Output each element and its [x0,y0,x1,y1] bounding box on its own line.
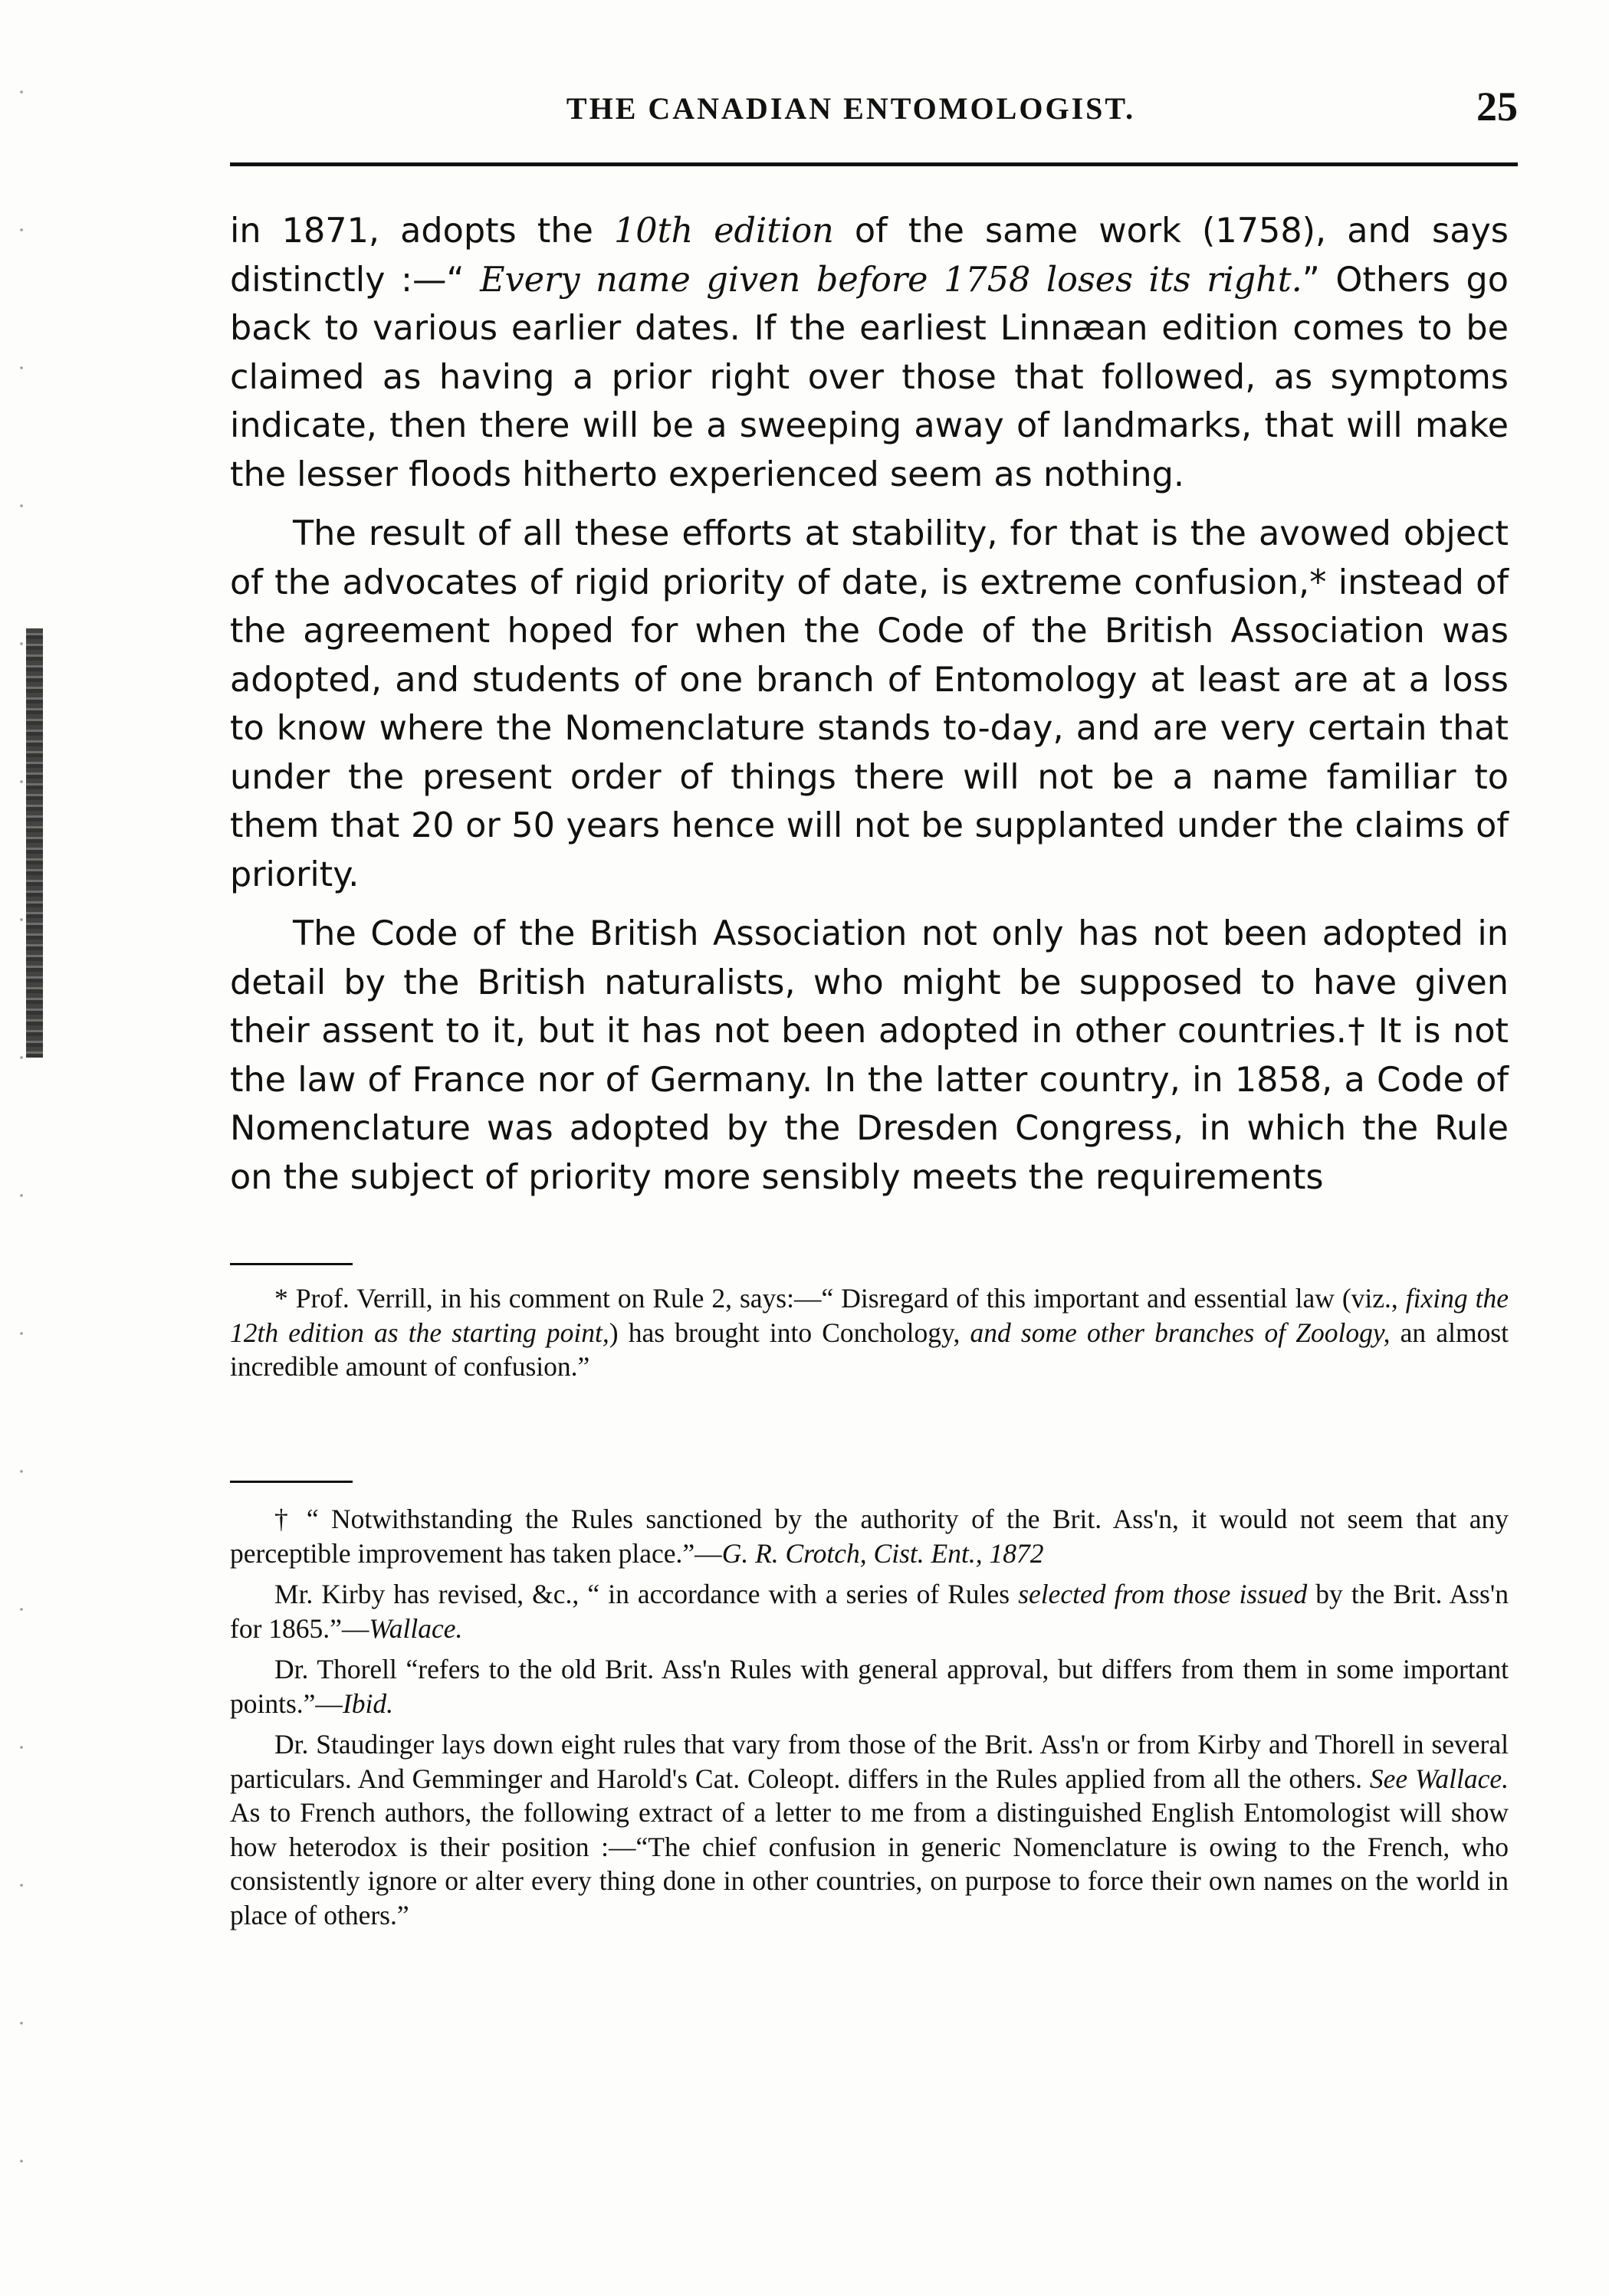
paragraph-3: The Code of the British Association not only has not been adopted in detail by the British naturalists, who might be supposed to have given their assent to it, but it has not been adopted in other countries.† It is not the law of France nor of Germany. In the latter country, in 1858, a Code of Nomenclature was adopted by the Dresden Congress, in which the Rule on the subject of priority more sensibly meets the requirements [230,914,1509,1197]
binding-shadow [26,628,43,1058]
footnote-rule-2 [230,1481,353,1483]
footnote-rule-1 [230,1263,353,1265]
header-rule [230,162,1518,166]
footnote-verrill: * Prof. Verrill, in his comment on Rule 2, says:—“ Disregard of this important and essential law (viz., fixing the 12th edition as the starting point,) has brought into Conchology, and some other branches of Zoology, an almost incredible amount of confusion.” [230,1283,1509,1382]
running-title: THE CANADIAN ENTOMOLOGIST. [566,91,1136,126]
footnote-2 [230,1502,1509,1939]
footnote-thorell: Dr. Thorell “refers to the old Brit. Ass'n Rules with general approval, but differs from them in some important points.”—Ibid. [230,1654,1509,1719]
running-head [230,84,1518,144]
edge-specks [6,23,37,2245]
footnote-crotch: † “ Notwithstanding the Rules sanctioned by the authority of the Brit. Ass'n, it would not seem that any perceptible improvement has taken place.”—G. R. Crotch, Cist. Ent., 1872 [230,1504,1509,1569]
footnote-kirby: Mr. Kirby has revised, &c., “ in accordance with a series of Rules selected from those issued by the Brit. Ass'n for 1865.”—Wallace. [230,1579,1509,1644]
page-number: 25 [1476,84,1518,130]
paragraph-1: in 1871, adopts the 10th edition of the same work (1758), and says distinctly :—“ Every name given before 1758 loses its right.” Others go back to various earlier dates. If the earliest Linnæan edition comes to be claimed as having a prior right over those that followed, as symptoms indicate, then there will be a sweeping away of landmarks, that will make the lesser floods hitherto experienced seem as nothing. [230,212,1509,494]
footnote-1 [230,1281,1509,1391]
body-text [230,207,1509,1212]
footnote-staudinger: Dr. Staudinger lays down eight rules that vary from those of the Brit. Ass'n or from Kirby and Thorell in several particulars. And Gemminger and Harold's Cat. Coleopt. differs in the Rules applied from all the others. See Wallace. As to French authors, the following extract of a letter to me from a distinguished English Entomologist will show how heterodox is their position :—“The chief confusion in generic Nomenclature is owing to the French, who consistently ignore or alter every thing done in other countries, on purpose to force their own names on the world in place of others.” [230,1729,1509,1930]
paragraph-2: The result of all these efforts at stability, for that is the avowed object of the advocates of rigid priority of date, is extreme confusion,* instead of the agreement hoped for when the Code of the British Association was adopted, and students of one branch of Entomology at least are at a loss to know where the Nomenclature stands to-day, and are very certain that under the present order of things there will not be a name familiar to them that 20 or 50 years hence will not be supplanted under the claims of priority. [230,514,1509,894]
